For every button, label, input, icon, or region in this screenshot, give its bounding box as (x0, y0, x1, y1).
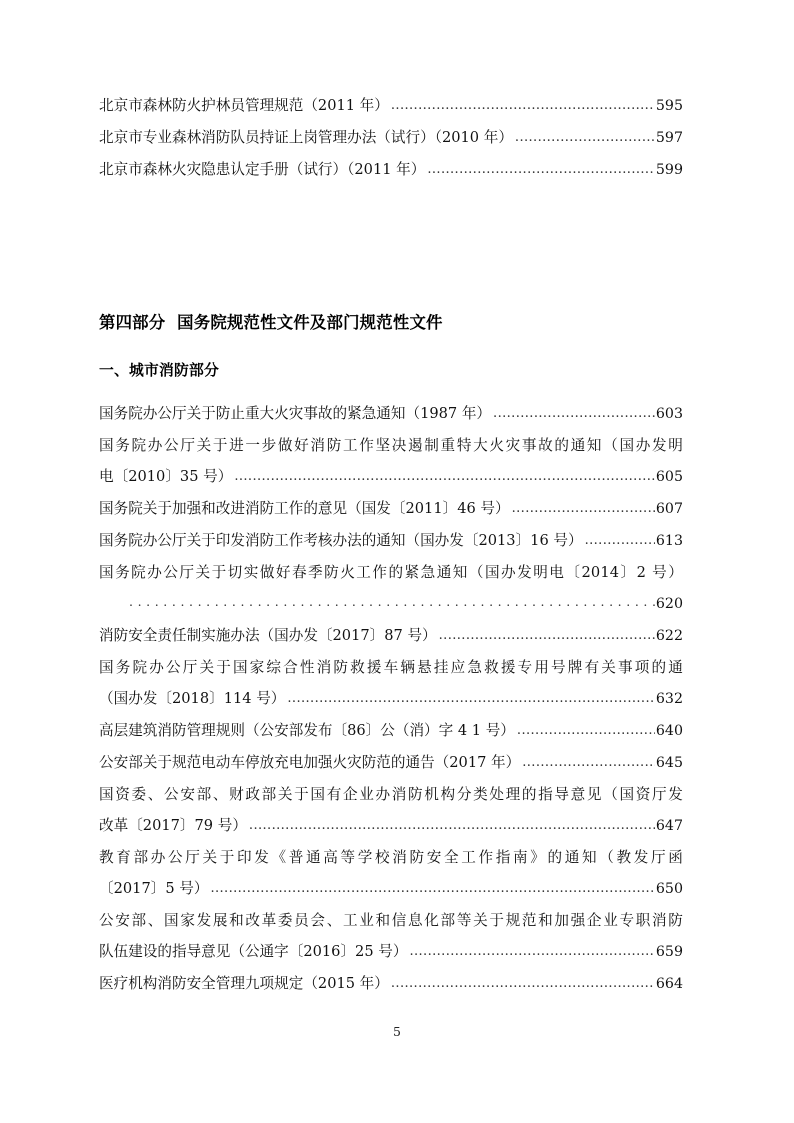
toc-entry[interactable] (99, 779, 683, 842)
toc-entry-line (99, 620, 683, 652)
toc-entry-page: 595 (655, 98, 683, 114)
toc-entry[interactable] (99, 747, 683, 779)
toc-entry[interactable] (99, 430, 683, 493)
toc-entry-title: 公安部关于规范电动车停放充电加强火灾防范的通告（2017 年） (99, 754, 521, 771)
toc-entry[interactable] (99, 715, 683, 747)
top-spacer (99, 0, 683, 90)
dot-leader (287, 683, 655, 714)
toc-entry-line (99, 810, 683, 842)
toc-entry-title-line: 教育部办公厅关于印发《普通高等学校消防安全工作指南》的通知（教发厅函 (99, 849, 683, 866)
toc-entry-line (99, 122, 683, 154)
toc-entry-page: 647 (655, 818, 683, 834)
toc-entry-page: 613 (655, 533, 683, 549)
toc-entry-line (99, 525, 683, 557)
dot-leader (439, 620, 655, 651)
toc-entry[interactable] (99, 525, 683, 557)
toc-entry-line (99, 715, 683, 747)
toc-entry-line (99, 154, 683, 186)
toc-entry-line (99, 936, 683, 968)
toc-entry-title: 高层建筑消防管理规则（公安部发布〔86〕公（消）字 4 1 号） (99, 722, 515, 739)
dot-leader (391, 968, 655, 999)
toc-entry-title: 国务院关于加强和改进消防工作的意见（国发〔2011〕46 号） (99, 500, 510, 517)
toc-entry-page: 659 (655, 944, 683, 960)
toc-entry-line (99, 873, 683, 905)
toc-entry[interactable] (99, 493, 683, 525)
dot-leader (129, 588, 655, 617)
page-number: 5 (393, 1024, 401, 1039)
toc-entry-title: 〔2017〕5 号） (99, 880, 209, 897)
toc-entry-title: 国务院办公厅关于印发消防工作考核办法的通知（国办发〔2013〕16 号） (99, 532, 583, 549)
toc-entry-line (99, 968, 683, 1000)
toc-entry-page: 645 (655, 755, 683, 771)
dot-leader (210, 873, 654, 904)
toc-entry-line (99, 747, 683, 779)
toc-entry[interactable] (99, 557, 683, 620)
toc-entry[interactable] (99, 154, 683, 186)
toc-entry-title: 电〔2010〕35 号） (99, 468, 233, 485)
toc-entry-page: 620 (655, 596, 683, 612)
toc-entry-page: 597 (655, 130, 683, 146)
dot-leader (585, 525, 655, 556)
toc-entry-title: 北京市森林火灾隐患认定手册（试行）（2011 年） (99, 161, 426, 178)
toc-entry-title: 消防安全责任制实施办法（国办发〔2017〕87 号） (99, 627, 437, 644)
dot-leader (515, 122, 655, 153)
toc-entry-page: 622 (655, 628, 683, 644)
toc-entry-page: 664 (655, 976, 683, 992)
toc-entry-title-line: 国务院办公厅关于国家综合性消防救援车辆悬挂应急救援专用号牌有关事项的通 (99, 659, 683, 676)
heading-gap (99, 338, 683, 356)
toc-entry-title: （国办发〔2018〕114 号） (99, 690, 286, 707)
toc-entry[interactable] (99, 90, 683, 122)
dot-leader (517, 715, 655, 746)
dot-leader (522, 747, 655, 778)
toc-entry[interactable] (99, 652, 683, 715)
toc-entry[interactable] (99, 905, 683, 968)
toc-entry-line (99, 461, 683, 493)
dot-leader (234, 461, 655, 492)
toc-entry-line (99, 90, 683, 122)
toc-entry-title-line: 国务院办公厅关于进一步做好消防工作坚决遏制重特大火灾事故的通知（国办发明 (99, 437, 683, 454)
toc-entry-line (99, 398, 683, 430)
section-heading: 一、城市消防部分 (99, 362, 219, 379)
toc-entry-page: 607 (655, 501, 683, 517)
dot-leader (391, 90, 655, 121)
toc-entry-title: 国务院办公厅关于防止重大火灾事故的紧急通知（1987 年） (99, 405, 492, 422)
toc-entry-line (99, 493, 683, 525)
toc-entry-title: 改革〔2017〕79 号） (99, 817, 247, 834)
dot-leader (493, 398, 655, 429)
toc-entry-title: 北京市森林防火护林员管理规范（2011 年） (99, 97, 389, 114)
toc-entry-page: 640 (655, 723, 683, 739)
toc-entry-title-line: 国资委、公安部、财政部关于国有企业办消防机构分类处理的指导意见（国资厅发 (99, 786, 683, 803)
toc-entry[interactable] (99, 122, 683, 154)
toc-entry[interactable] (99, 398, 683, 430)
toc-entry[interactable] (99, 620, 683, 652)
toc-entry-leader-line (99, 588, 683, 620)
part-heading: 第四部分 国务院规范性文件及部门规范性文件 (99, 313, 443, 332)
subheading-gap (99, 386, 683, 398)
toc-entry[interactable] (99, 842, 683, 905)
dot-leader (512, 493, 655, 524)
section-gap (99, 186, 683, 308)
toc-entry-title: 医疗机构消防安全管理九项规定（2015 年） (99, 975, 389, 992)
toc-entry-page: 632 (655, 691, 683, 707)
toc-entry-page: 650 (655, 881, 683, 897)
page-content (99, 0, 683, 1000)
toc-entry-page: 605 (655, 469, 683, 485)
dot-leader (409, 936, 654, 967)
toc-entry-title-line: 国务院办公厅关于切实做好春季防火工作的紧急通知（国办发明电〔2014〕2 号） (99, 564, 683, 581)
toc-entry-line (99, 683, 683, 715)
dot-leader (249, 810, 655, 841)
toc-entry[interactable] (99, 968, 683, 1000)
toc-entry-title: 队伍建设的指导意见（公通字〔2016〕25 号） (99, 943, 408, 960)
toc-group-forest (99, 90, 683, 186)
toc-entry-page: 603 (655, 406, 683, 422)
toc-entry-title: 北京市专业森林消防队员持证上岗管理办法（试行）（2010 年） (99, 129, 513, 146)
dot-leader (427, 154, 655, 185)
toc-group-city-fire (99, 398, 683, 1000)
toc-entry-title-line: 公安部、国家发展和改革委员会、工业和信息化部等关于规范和加强企业专职消防 (99, 912, 683, 929)
toc-entry-page: 599 (655, 162, 683, 178)
